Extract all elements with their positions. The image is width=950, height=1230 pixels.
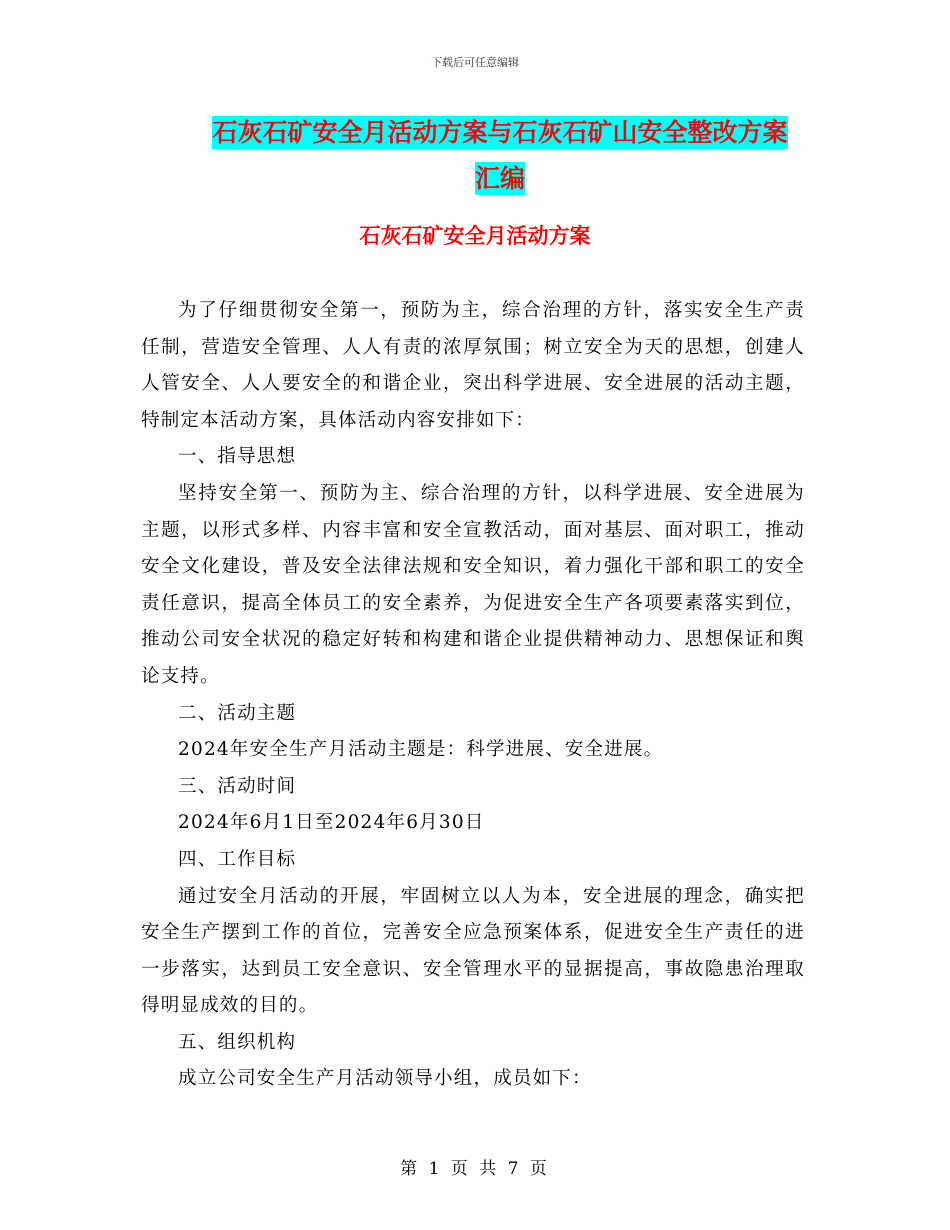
paragraph-guiding-ideology: 坚持安全第一、预防为主、综合治理的方针，以科学进展、安全进展为主题，以形式多样、内容丰富和安全宣教活动，面对基层、面对职工，推动安全文化建设，普及安全法律法规和安全知识，着力强化干部和职工的安全责任意识，提高全体员工的安全素养，为促进安全生产各项要素落实到位，推动公司安全状况的稳定好转和构建和谐企业提供精神动力、思想保证和舆论支持。 — [141, 482, 805, 687]
document-title — [190, 110, 810, 202]
heading-work-goals: 四、工作目标 — [178, 848, 297, 870]
paragraph-activity-theme: 2024年安全生产月活动主题是：科学进展、安全进展。 — [178, 739, 664, 761]
paragraph-organization: 成立公司安全生产月活动领导小组，成员如下： — [178, 1068, 592, 1090]
section-title: 石灰石矿安全月活动方案 — [359, 223, 591, 248]
paragraph-activity-time: 2024年6月1日至2024年6月30日 — [178, 812, 485, 834]
heading-organization: 五、组织机构 — [178, 1031, 297, 1053]
page-number: 第 1 页 共 7 页 — [400, 1159, 550, 1179]
paragraph-work-goals: 通过安全月活动的开展，牢固树立以人为本，安全进展的理念，确实把安全生产摆到工作的首位，完善安全应急预案体系，促进安全生产责任的进一步落实，达到员工安全意识、安全管理水平的显据提高，事故隐患治理取得明显成效的目的。 — [141, 885, 805, 1017]
heading-guiding-ideology: 一、指导思想 — [178, 446, 297, 468]
heading-activity-time: 三、活动时间 — [178, 775, 297, 797]
header-note: 下载后可任意编辑 — [431, 56, 519, 69]
heading-activity-theme: 二、活动主题 — [178, 702, 297, 724]
title-line-1: 石灰石矿安全月活动方案与石灰石矿山安全整改方案 — [212, 118, 788, 147]
document-body — [141, 293, 805, 1098]
paragraph-intro: 为了仔细贯彻安全第一，预防为主，综合治理的方针，落实安全生产责任制，营造安全管理、人人有责的浓厚氛围；树立安全为天的思想，创建人人管安全、人人要安全的和谐企业，突出科学进展、安全进展的活动主题，特制定本活动方案，具体活动内容安排如下： — [141, 300, 805, 431]
title-line-2: 汇编 — [474, 164, 525, 193]
